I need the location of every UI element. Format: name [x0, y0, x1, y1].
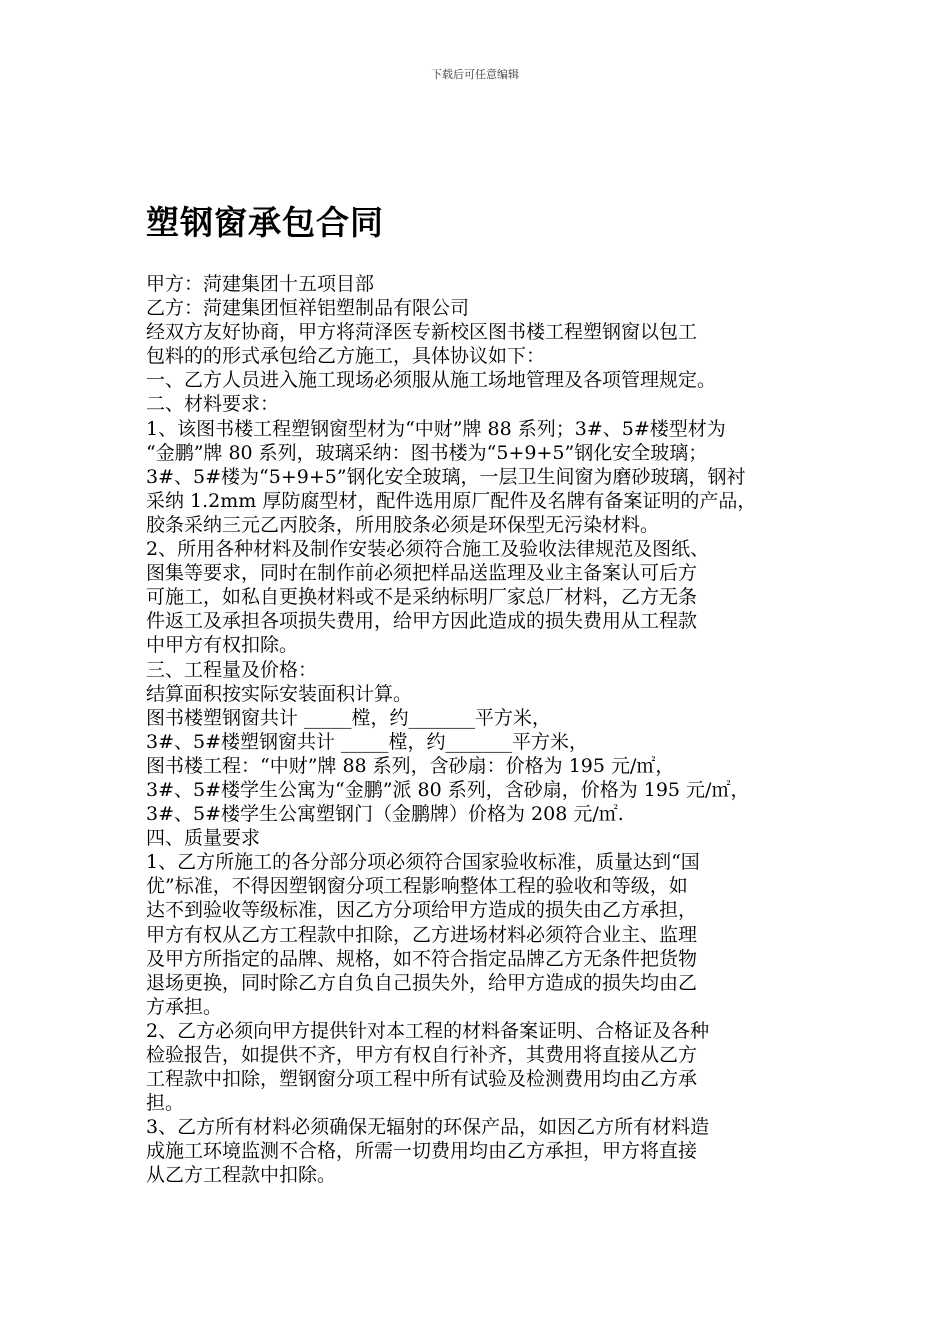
quality-clause-line: 担。 [146, 1092, 185, 1115]
quantity-line: 图书楼塑钢窗共计 _____樘，约_______平方米， [146, 706, 552, 729]
material-clause-line: 1、该图书楼工程塑钢窗型材为“中财”牌 88 系列；3#、5#楼型材为 [146, 417, 726, 440]
quality-clause-line: 优”标准，不得因塑钢窗分项工程影响整体工程的验收和等级，如 [146, 875, 688, 898]
material-clause-line: “金鹏”牌 80 系列，玻璃采纳：图书楼为“5+9+5”钢化安全玻璃； [146, 441, 708, 464]
quality-clause-line: 退场更换，同时除乙方自负自己损失外，给甲方造成的损失均由乙 [146, 971, 698, 994]
material-clause-line: 3#、5#楼为“5+9+5”钢化安全玻璃，一层卫生间窗为磨砂玻璃，钢衬 [146, 465, 746, 488]
quality-clause-line: 成施工环境监测不合格，所需一切费用均由乙方承担，甲方将直接 [146, 1140, 698, 1163]
intro-line: 包料的的形式承包给乙方施工，具体协议如下： [146, 345, 546, 368]
quality-clause-line: 从乙方工程款中扣除。 [146, 1164, 337, 1187]
contract-body [146, 272, 866, 1188]
party-a-line: 甲方：菏建集团十五项目部 [146, 273, 375, 295]
quality-clause-line: 达不到验收等级标准，因乙方分项给甲方造成的损失由乙方承担， [146, 899, 698, 922]
price-line: 3#、5#楼学生公寓为“金鹏”派 80 系列，含砂扇，价格为 195 元/㎡， [146, 778, 750, 801]
material-clause-line: 件返工及承担各项损失费用，给甲方因此造成的损失费用从工程款 [146, 610, 698, 633]
section-heading: 三、工程量及价格： [146, 658, 318, 681]
material-clause-line: 采纳 1.2mm 厚防腐型材，配件选用原厂配件及名牌有备案证明的产品， [146, 489, 757, 512]
document-title: 塑钢窗承包合同 [146, 203, 384, 242]
quality-clause-line: 及甲方所指定的品牌、规格，如不符合指定品牌乙方无条件把货物 [146, 947, 698, 970]
material-clause-line: 2、所用各种材料及制作安装必须符合施工及验收法律规范及图纸、 [146, 538, 710, 561]
material-clause-line: 胶条采纳三元乙丙胶条，所用胶条必须是环保型无污染材料。 [146, 513, 660, 536]
quality-clause-line: 检验报告，如提供不齐，甲方有权自行补齐，其费用将直接从乙方 [146, 1044, 698, 1066]
section-1-line: 一、乙方人员进入施工现场必须服从施工场地管理及各项管理规定。 [146, 369, 717, 392]
section-heading: 二、材料要求： [146, 393, 280, 416]
quantity-line: 3#、5#楼塑钢窗共计 _____樘，约_______平方米， [146, 730, 589, 753]
quality-clause-line: 工程款中扣除，塑钢窗分项工程中所有试验及检测费用均由乙方承 [146, 1068, 698, 1091]
quality-clause-line: 甲方有权从乙方工程款中扣除，乙方进场材料必须符合业主、监理 [146, 923, 698, 946]
price-line: 3#、5#楼学生公寓塑钢门（金鹏牌）价格为 208 元/㎡. [146, 803, 624, 826]
section-heading: 四、质量要求 [146, 827, 261, 850]
quality-clause-line: 方承担。 [146, 995, 223, 1018]
quantity-line: 结算面积按实际安装面积计算。 [146, 682, 413, 705]
price-line: 图书楼工程：“中财”牌 88 系列，含砂扇：价格为 195 元/㎡， [146, 754, 675, 777]
material-clause-line: 可施工，如私自更换材料或不是采纳标明厂家总厂材料，乙方无条 [146, 586, 698, 609]
quality-clause-line: 1、乙方所施工的各分部分项必须符合国家验收标准，质量达到“国 [146, 851, 700, 874]
party-b-line: 乙方：菏建集团恒祥铝塑制品有限公司 [146, 297, 470, 320]
quality-clause-line: 2、乙方必须向甲方提供针对本工程的材料备案证明、合格证及各种 [146, 1019, 710, 1042]
page-header-note: 下载后可任意编辑 [431, 68, 519, 81]
material-clause-line: 图集等要求，同时在制作前必须把样品送监理及业主备案认可后方 [146, 562, 698, 585]
material-clause-line: 中甲方有权扣除。 [146, 634, 299, 657]
intro-line: 经双方友好协商，甲方将菏泽医专新校区图书楼工程塑钢窗以包工 [146, 321, 698, 344]
quality-clause-line: 3、乙方所有材料必须确保无辐射的环保产品，如因乙方所有材料造 [146, 1116, 710, 1139]
